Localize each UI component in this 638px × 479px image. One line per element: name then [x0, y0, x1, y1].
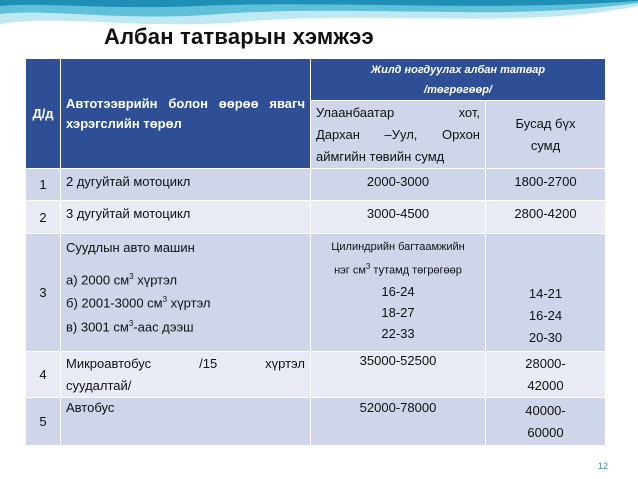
row-number: 2	[26, 201, 61, 234]
row-other-rate: 1800-2700	[486, 169, 606, 201]
page-number: 12	[597, 461, 608, 471]
header-vehicle-type: Автотээврийн болон өөрөө явагч хэрэгслийн төрөл	[61, 59, 311, 169]
row-ub-rate: 52000-78000	[311, 398, 486, 446]
table-row	[26, 169, 606, 201]
row-ub-rate: 35000-52500	[311, 352, 486, 398]
row-number: 5	[26, 398, 61, 446]
row-other-rate: 2800-4200	[486, 201, 606, 234]
table-row	[26, 352, 606, 398]
slide-title: Албан татварын хэмжээ	[104, 24, 374, 49]
row-ub-rate: 2000-3000	[311, 169, 486, 201]
row-ub-rate: 3000-4500	[311, 201, 486, 234]
table-row	[26, 398, 606, 446]
row-vehicle-type: 2 дугуйтай мотоцикл	[61, 169, 311, 201]
header-annual-tax: Жилд ногдуулах албан татвар /төгрөгөөр/	[311, 59, 606, 101]
row-vehicle-type: Автобус	[61, 398, 311, 446]
row-vehicle-type: 3 дугуйтай мотоцикл	[61, 201, 311, 234]
header-other-soums: Бусад бүх сумд	[486, 101, 606, 169]
row-number: 1	[26, 169, 61, 201]
row-other-rate: 14-21 16-24 20-30	[486, 234, 606, 352]
row-vehicle-type: Микроавтобус /15 хүртэл суудалтай/	[61, 352, 311, 398]
row-number: 3	[26, 234, 61, 352]
row-number: 4	[26, 352, 61, 398]
row-other-rate: 28000- 42000	[486, 352, 606, 398]
table-row	[26, 201, 606, 234]
tax-rate-table	[25, 58, 606, 446]
row-vehicle-type: Суудлын авто машин а) 2000 $см^3$ хүртэл б) 2001-3000 $см^3$ хүртэл в) 3001 $см^3$-аас дээш	[61, 234, 311, 352]
row-ub-rate: Цилиндрийн багтаамжийн нэг $см^3$ тутамд төгрөгөөр 16-24 18-27 22-33	[311, 234, 486, 352]
header-number: Д/д	[26, 59, 61, 169]
row-other-rate: 40000- 60000	[486, 398, 606, 446]
header-ub-darkhan-orkhon: Улаанбаатар хот, Дархан –Уул, Орхон аймгийн төвийн сумд	[311, 101, 486, 169]
table-row	[26, 234, 606, 352]
